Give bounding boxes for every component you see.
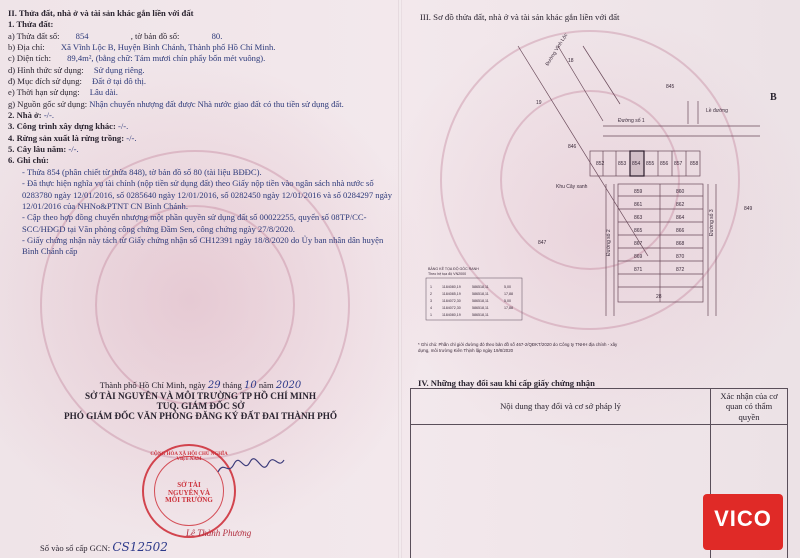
area-label: c) Diện tích: xyxy=(8,53,51,64)
address-label: b) Địa chỉ: xyxy=(8,42,45,53)
parcel-855: 855 xyxy=(646,161,655,167)
coord-table-subtitle: Theo hệ tọa độ VN2000 xyxy=(428,272,467,276)
seal-center-text: SỞ TÀI NGUYÊN VÀ MÔI TRƯỜNG xyxy=(165,481,213,505)
authorization-line: TUQ. GIÁM ĐỐC SỞ xyxy=(156,401,245,411)
construction-label: 3. Công trình xây dựng khác: xyxy=(8,121,116,132)
usage-origin-label: g) Nguồn gốc sử dụng: xyxy=(8,98,88,109)
coord-row-4-x: 1184072,30 xyxy=(442,306,461,310)
notes-heading: 6. Ghi chú: xyxy=(8,155,49,166)
area-value: 89,4m², (bằng chữ: Tám mươi chín phẩy bốn mét vuông). xyxy=(67,53,266,64)
construction-value: -/-. xyxy=(117,121,129,132)
house-row xyxy=(8,110,393,121)
parcel-864: 864 xyxy=(676,215,685,221)
coord-row-4-len: 17,88 xyxy=(504,306,513,310)
parcel-block-main xyxy=(618,184,703,302)
coord-row-1-len: 5,00 xyxy=(504,285,511,289)
issue-year: 2020 xyxy=(275,380,302,391)
signature-scribble xyxy=(216,452,286,482)
page-fold xyxy=(398,0,402,558)
section-title: II. Thửa đất, nhà ở và tài sản khác gắn liền với đất xyxy=(8,8,194,18)
issue-month: 10 xyxy=(243,380,257,391)
perennial-value: -/-. xyxy=(68,144,79,155)
usage-origin-value: Nhận chuyển nhượng đất được Nhà nước giao đất có thu tiền sử dụng đất. xyxy=(89,98,344,109)
map-note-wrapper xyxy=(418,342,618,360)
house-label: 2. Nhà ở: xyxy=(8,110,42,121)
usage-form-row xyxy=(8,65,393,76)
map-note: * Ghi chú: Phần chỉ giới đường đỏ theo bản đồ số 467-2/QĐKT/2020 do Công ty TNHH địa chính - xây dựng, môi trường Kiên Thịnh lập ngày 19/8/2020 xyxy=(418,342,618,353)
issue-day: 29 xyxy=(207,380,221,391)
vinh-loc-road-label: Đường Vĩnh Lộc xyxy=(544,32,570,68)
coord-row-2-x: 1184085,19 xyxy=(442,292,461,296)
coord-row-1-y: 586518,11 xyxy=(472,285,489,289)
coord-table-title: BẢNG KÊ TỌA ĐỘ GÓC RANH xyxy=(428,267,479,271)
coord-row-3-x: 1184072,30 xyxy=(442,299,461,303)
parcel-18: 18 xyxy=(568,58,574,64)
parcel-856: 856 xyxy=(660,161,669,167)
le-duong-label: Lề đường xyxy=(706,108,728,114)
north-marker: B xyxy=(770,92,777,103)
issue-month-label: tháng xyxy=(222,380,242,390)
address-value: Xã Vĩnh Lộc B, Huyện Bình Chánh, Thành phố Hồ Chí Minh. xyxy=(60,42,276,53)
parcel-847: 847 xyxy=(538,240,547,246)
usage-purpose-row xyxy=(8,76,393,87)
changes-section-title: IV. Những thay đổi sau khi cấp giấy chứng nhận xyxy=(418,378,595,388)
signer-title: PHÓ GIÁM ĐỐC VĂN PHÒNG ĐĂNG KÝ ĐẤT ĐAI THÀNH PHỐ xyxy=(63,411,338,421)
coord-row-5-y: 586518,11 xyxy=(472,313,489,317)
coord-row-1-x: 1184080,19 xyxy=(442,285,461,289)
parcel-row-dividers xyxy=(618,196,703,287)
parcel-868: 868 xyxy=(676,241,685,247)
coord-row-2-y: 586518,11 xyxy=(472,292,489,296)
parcel-heading: 1. Thửa đất: xyxy=(8,19,54,30)
usage-purpose-label: đ) Mục đích sử dụng: xyxy=(8,76,82,87)
coord-row-3-len: 5,00 xyxy=(504,299,511,303)
parcel-867: 867 xyxy=(634,241,643,247)
parcel-869: 869 xyxy=(634,254,643,260)
note-2: - Đã thực hiện nghĩa vụ tài chính (nộp tiền sử dụng đất) theo Giấy nộp tiền vào ngân sách nhà nước số 0283780 ngày 12/01/2016, số 0285640 ngày 12/01/2016, số 0282450 ngày 12/01/2016 và số 0284297 ngày 12/01/2016 của NHNo&PTNT CN Bình Chánh. xyxy=(22,178,392,211)
land-info-section xyxy=(8,8,393,258)
parcel-19: 19 xyxy=(536,100,542,106)
vico-logo-text: VICO xyxy=(714,506,772,531)
address-row xyxy=(8,42,393,53)
note-3: - Cập theo hợp đồng chuyển nhượng một phần quyền sử dụng đất số 00022255, quyển số 08TP/CC-SCC/HĐGD tại Văn phòng công chứng Đầm Sen, công chứng ngày 27/8/2020. xyxy=(22,212,367,234)
issue-date-prefix: Thành phố Hồ Chí Minh, ngày xyxy=(99,380,206,390)
coord-row-5-x: 1184080,19 xyxy=(442,313,461,317)
changes-cell-content xyxy=(411,424,711,558)
duong-so2-label: Đường số 2 xyxy=(606,229,612,256)
perennial-label: 5. Cây lâu năm: xyxy=(8,144,67,155)
parcel-number-label: a) Thửa đất số: xyxy=(8,30,60,41)
parcel-number-value: 854 xyxy=(75,30,89,41)
registry-number-row xyxy=(40,540,168,554)
parcel-852: 852 xyxy=(596,161,605,167)
vico-watermark-logo xyxy=(703,494,783,550)
usage-origin-row xyxy=(8,99,393,110)
forest-row xyxy=(8,133,393,144)
usage-form-value: Sử dụng riêng. xyxy=(93,64,145,75)
parcel-853: 853 xyxy=(618,161,627,167)
registry-number-label: Số vào sổ cấp GCN: xyxy=(40,543,111,553)
parcel-849: 849 xyxy=(744,206,753,212)
parcel-859: 859 xyxy=(634,189,643,195)
green-area-label: Khu Cây xanh xyxy=(556,184,588,190)
parcel-862: 862 xyxy=(676,202,685,208)
coord-row-2-point: 2 xyxy=(430,292,432,296)
usage-purpose-value: Đất ở tại đô thị. xyxy=(92,76,146,87)
parcel-845: 845 xyxy=(666,84,675,90)
coord-row-5-point: 1 xyxy=(430,313,432,317)
forest-label: 4. Rừng sản xuất là rừng trồng: xyxy=(8,132,125,143)
changes-col-content: Nội dung thay đổi và cơ sở pháp lý xyxy=(411,389,711,425)
coord-row-1-point: 1 xyxy=(430,285,432,289)
coord-row-4-y: 586518,11 xyxy=(472,306,489,310)
construction-row xyxy=(8,121,393,132)
coord-row-2-len: 17,88 xyxy=(504,292,513,296)
vinh-loc-road-edge-2 xyxy=(558,46,603,121)
usage-term-label: e) Thời hạn sử dụng: xyxy=(8,87,80,98)
le-duong-lines xyxy=(688,101,698,124)
issue-year-label: năm xyxy=(258,380,274,390)
duong-so1-label: Đường số 1 xyxy=(618,118,645,124)
parcel-row-top xyxy=(590,151,700,176)
seal-ring-text: CỘNG HÒA XÃ HỘI CHỦ NGHĨA VIỆT NAM xyxy=(150,452,228,462)
note-4: - Giấy chứng nhận này tách từ Giấy chứng nhận số CH12391 ngày 18/8/2020 do Ủy ban nhân dân huyện Bình Chánh cấp xyxy=(22,234,384,257)
parcel-diagram xyxy=(408,26,780,360)
duong-so1-lines xyxy=(603,126,760,136)
parcel-865: 865 xyxy=(634,228,643,234)
duong-so3-lines xyxy=(708,184,716,316)
usage-form-label: d) Hình thức sử dụng: xyxy=(8,64,84,75)
diagram-section-title: III. Sơ đồ thửa đất, nhà ở và tài sản khác gắn liền với đất xyxy=(420,12,620,22)
coord-row-3-point: 3 xyxy=(430,299,432,303)
parcel-number-row xyxy=(8,31,393,42)
area-row xyxy=(8,53,393,64)
parcel-858: 858 xyxy=(690,161,699,167)
signature-block xyxy=(8,380,393,421)
parcel-866: 866 xyxy=(676,228,685,234)
parcel-861: 861 xyxy=(634,202,643,208)
parcel-860: 860 xyxy=(676,189,685,195)
issue-date xyxy=(8,380,393,391)
house-value: -/-. xyxy=(43,110,55,121)
coord-row-3-y: 586518,11 xyxy=(472,299,489,303)
perennial-row xyxy=(8,144,393,155)
note-1: - Thửa 854 (phân chiết từ thửa 848), tờ bản đồ số 80 (tài liệu BĐĐC). xyxy=(22,166,262,177)
parcel-857: 857 xyxy=(674,161,683,167)
le-duong-edge xyxy=(583,46,620,104)
parcel-870: 870 xyxy=(676,254,685,260)
forest-value: -/-. xyxy=(126,132,137,143)
signer-name: Lê Thành Phương xyxy=(186,528,252,538)
usage-term-value: Lâu dài. xyxy=(89,87,118,98)
parcel-872: 872 xyxy=(676,267,685,273)
usage-term-row xyxy=(8,87,393,98)
changes-col-confirmation: Xác nhận của cơ quan có thẩm quyền xyxy=(711,389,788,425)
parcel-28: 28 xyxy=(656,294,662,300)
map-sheet-value: 80. xyxy=(211,30,223,41)
parcel-846: 846 xyxy=(568,144,577,150)
coord-row-4-point: 4 xyxy=(430,306,432,310)
parcel-854: 854 xyxy=(632,161,641,167)
parcel-863: 863 xyxy=(634,215,643,221)
registry-number-value: CS12502 xyxy=(112,540,168,554)
duong-so3-label: Đường số 3 xyxy=(709,209,715,236)
issuing-org: SỞ TÀI NGUYÊN VÀ MÔI TRƯỜNG TP HỒ CHÍ MINH xyxy=(85,391,316,401)
parcel-871: 871 xyxy=(634,267,643,273)
map-sheet-label: , tờ bản đồ số: xyxy=(130,30,180,41)
